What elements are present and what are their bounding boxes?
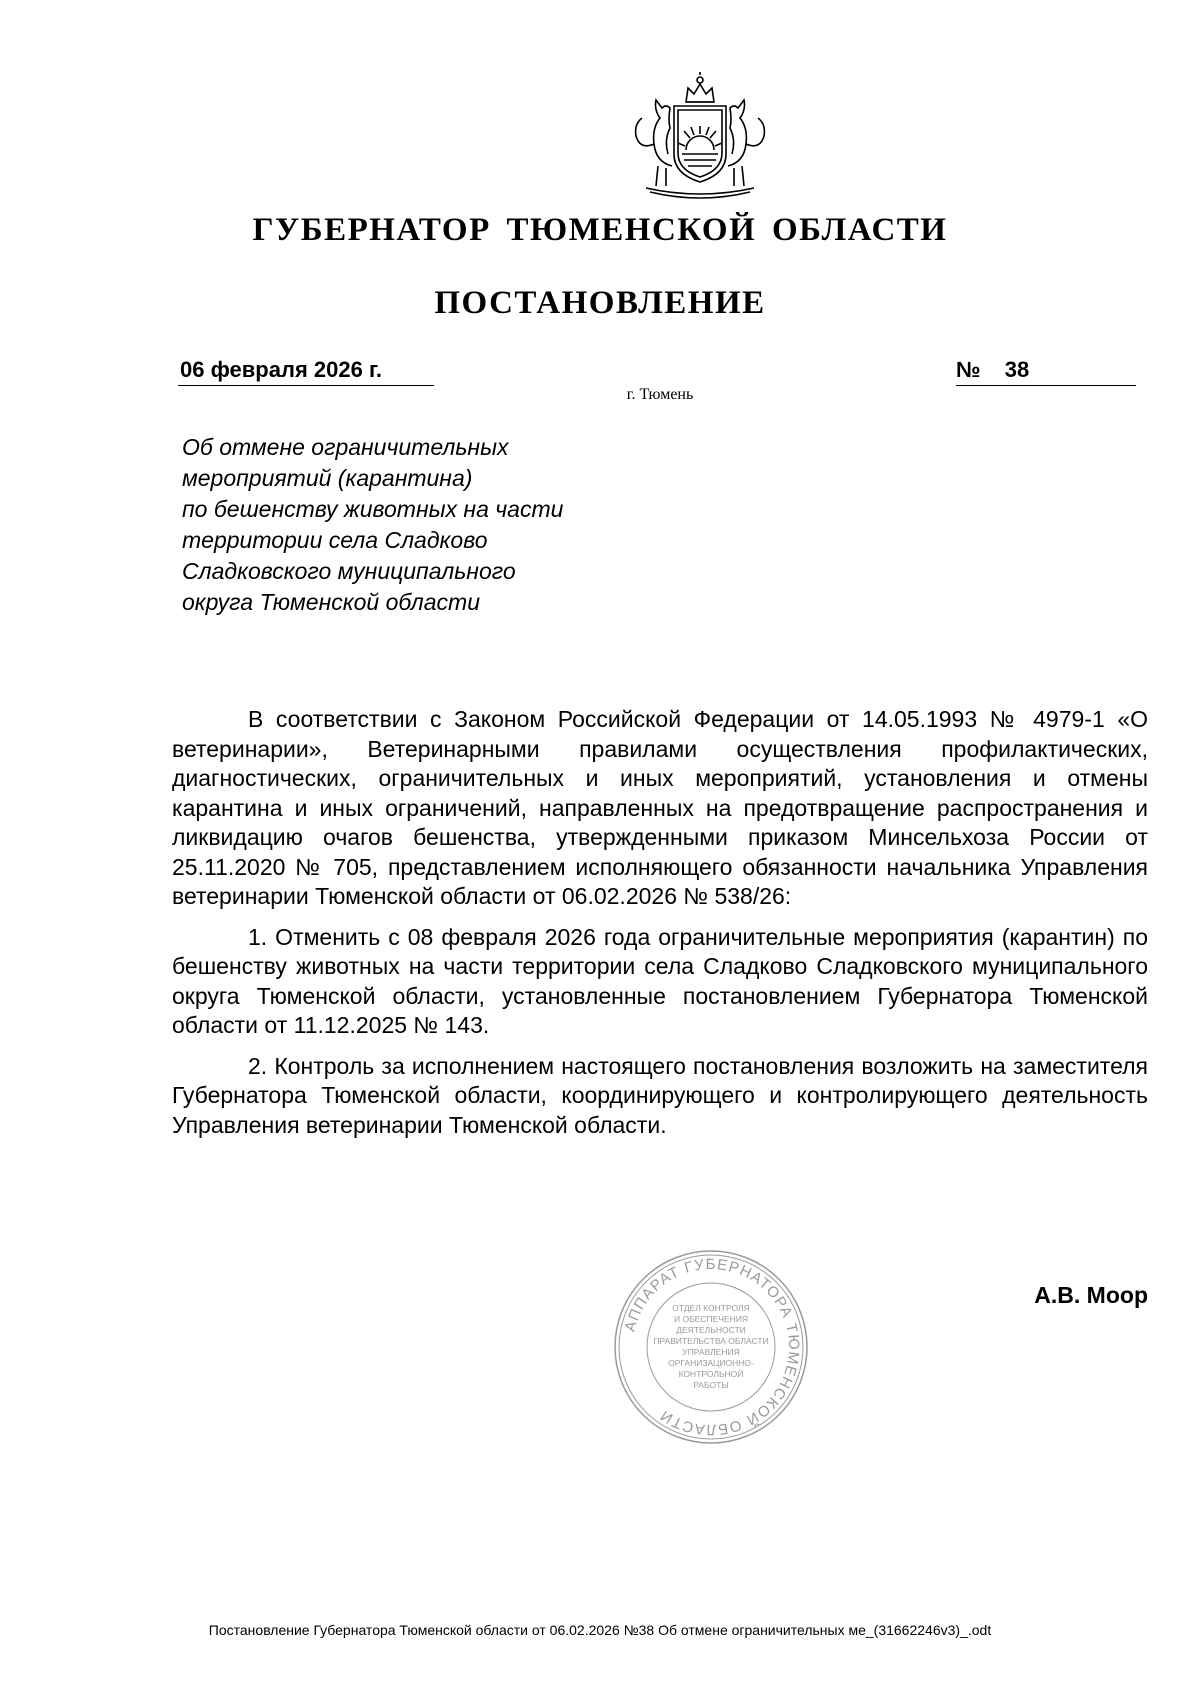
- official-seal-stamp: [612, 1248, 810, 1446]
- coat-of-arms-icon: [610, 70, 790, 200]
- item-1-paragraph: 1. Отменить с 08 февраля 2026 года ограничительные мероприятия (карантин) по бешенству животных на части территории села Сладково Сладковского муниципального округа Тюменской области, установленные постановлением Губернатора Тюменской области от 11.12.2025 № 143.: [172, 923, 1148, 1038]
- number-sign: №: [956, 357, 981, 382]
- signer-name: А.В. Моор: [1034, 1282, 1148, 1308]
- document-city: г. Тюмень: [626, 386, 694, 403]
- subject-line: Об отмене ограничительных: [182, 434, 509, 460]
- document-number: 38: [1004, 357, 1030, 382]
- document-date: 06 февраля 2026 г.: [178, 355, 434, 386]
- organization-title: ГУБЕРНАТОР ТЮМЕНСКОЙ ОБЛАСТИ: [252, 212, 948, 248]
- stamp-inner-line: ОРГАНИЗАЦИОННО-: [668, 1358, 754, 1368]
- subject-line: по бешенству животных на части: [182, 496, 564, 522]
- stamp-outer-text: АППАРАТ ГУБЕРНАТОРА ТЮМЕНСКОЙ ОБЛАСТИ: [621, 1255, 803, 1439]
- subject-line: округа Тюменской области: [182, 589, 481, 615]
- preamble-paragraph: В соответствии с Законом Российской Федерации от 14.05.1993 № 4979-1 «О ветеринарии», Ветеринарными правилами осуществления профилактических, диагностических, ограничительных и иных мероприятий, установления и отмены карантина и иных ограничений, направленных на предотвращение распространения и ликвидацию очагов бешенства, утвержденными приказом Минсельхоза России от 25.11.2020 № 705, представлением исполняющего обязанности начальника Управления ветеринарии Тюменской области от 06.02.2026 № 538/26:: [172, 706, 1148, 909]
- document-subject: [182, 432, 662, 618]
- subject-line: мероприятий (карантина): [182, 465, 473, 491]
- stamp-inner-line: КОНТРОЛЬНОЙ: [678, 1369, 744, 1379]
- document-type-title: ПОСТАНОВЛЕНИЕ: [434, 285, 766, 321]
- stamp-inner-line: ОТДЕЛ КОНТРОЛЯ: [672, 1303, 750, 1313]
- stamp-inner-line: ДЕЯТЕЛЬНОСТИ: [676, 1325, 746, 1335]
- stamp-inner-line: ПРАВИТЕЛЬСТВА ОБЛАСТИ: [653, 1336, 769, 1346]
- document-body: [172, 705, 1148, 1151]
- document-number-field: [956, 355, 1136, 386]
- item-2-paragraph: 2. Контроль за исполнением настоящего постановления возложить на заместителя Губернатора Тюменской области, координирующего и контролирующего деятельность Управления ветеринарии Тюменской области.: [172, 1052, 1148, 1138]
- file-footer: Постановление Губернатора Тюменской области от 06.02.2026 №38 Об отмене ограничительных ме_(31662246v3)_.odt: [208, 1622, 992, 1638]
- subject-line: Сладковского муниципального: [182, 558, 516, 584]
- stamp-inner-line: УПРАВЛЕНИЯ: [682, 1347, 740, 1357]
- subject-line: территории села Сладково: [182, 527, 488, 553]
- stamp-inner-line: И ОБЕСПЕЧЕНИЯ: [674, 1314, 748, 1324]
- stamp-inner-line: РАБОТЫ: [693, 1380, 729, 1390]
